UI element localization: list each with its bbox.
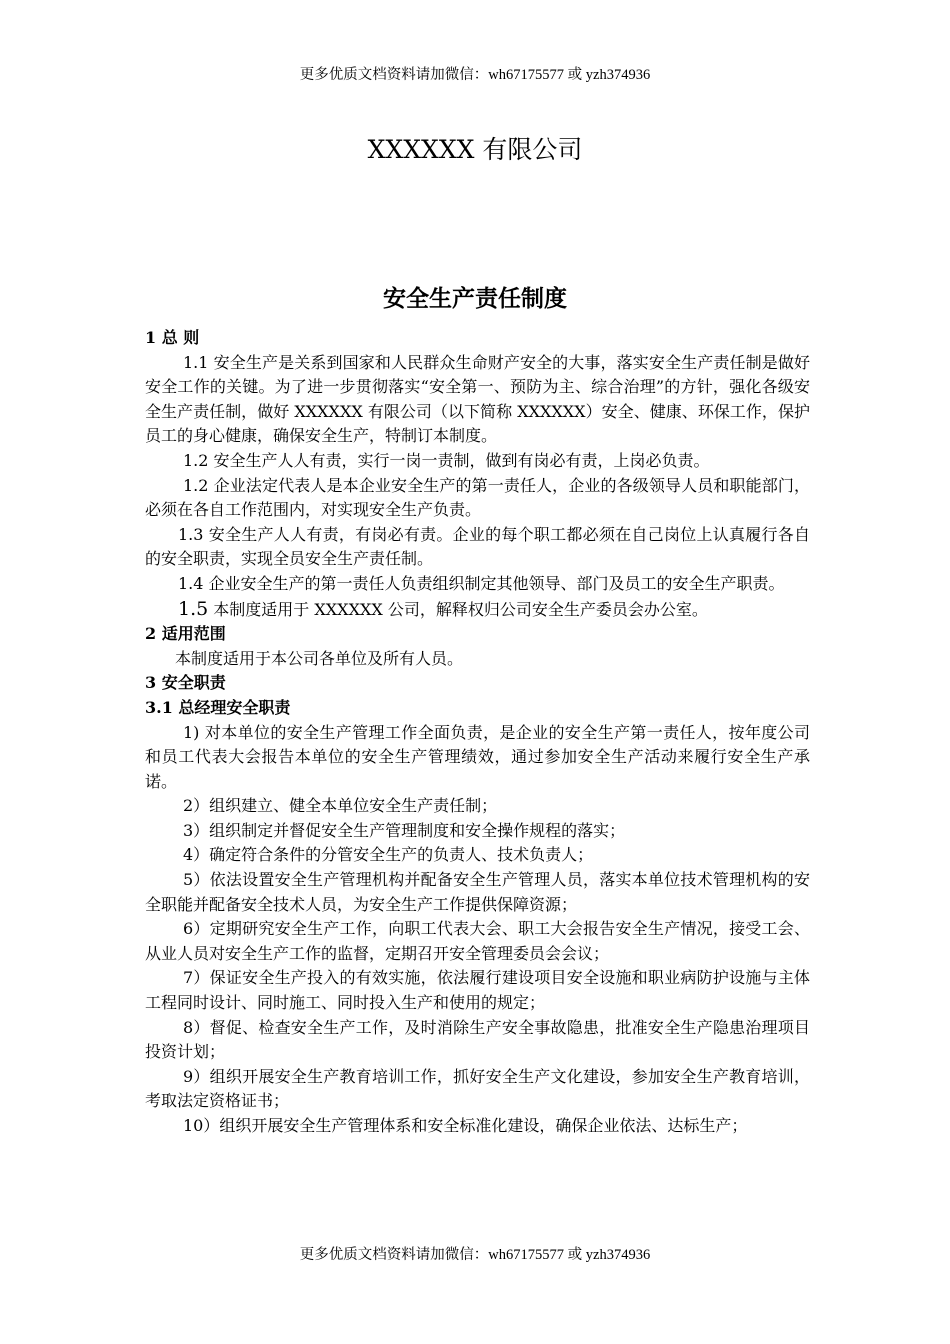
section-3-heading: 3 安全职责 bbox=[145, 673, 226, 693]
paragraph-1-5 bbox=[145, 597, 810, 623]
section-2-heading: 2 适用范围 bbox=[145, 624, 226, 644]
paragraph-1-3: 1.3 安全生产人人有责，有岗必有责。企业的每个职工都必须在自己岗位上认真履行各自的安全职责，实现全员安全生产责任制。 bbox=[145, 524, 810, 569]
paragraph-1-1: 1.1 安全生产是关系到国家和人民群众生命财产安全的大事，落实安全生产责任制是做好安全工作的关键。为了进一步贯彻落实“安全第一、预防为主、综合治理”的方针，强化各级安全生产责任制，做好 XXXXXX 有限公司（以下简称 XXXXXX）安全、健康、环保工作，保护员工的身心健康，确保安全生产，特制订本制度。 bbox=[145, 352, 810, 446]
list-item: 4）确定符合条件的分管安全生产的负责人、技术负责人； bbox=[183, 845, 594, 865]
subsection-3-1-heading: 3.1 总经理安全职责 bbox=[145, 697, 291, 717]
section-1-heading: 1 总 则 bbox=[145, 328, 200, 347]
paragraph-1-5-number: 1.5 bbox=[178, 597, 209, 620]
list-item: 9）组织开展安全生产教育培训工作，抓好安全生产文化建设，参加安全生产教育培训，考取法定资格证书； bbox=[145, 1066, 810, 1111]
paragraph-2-1: 本制度适用于本公司各单位及所有人员。 bbox=[175, 648, 464, 668]
list-item: 6）定期研究安全生产工作，向职工代表大会、职工大会报告安全生产情况，接受工会、从业人员对安全生产工作的监督，定期召开安全管理委员会会议； bbox=[145, 919, 810, 963]
paragraph-1-2: 1.2 安全生产人人有责，实行一岗一责制，做到有岗必有责，上岗必负责。 bbox=[183, 450, 710, 470]
header-note: 更多优质文档资料请加微信：wh67175577 或 yzh374936 bbox=[299, 67, 651, 83]
list-item: 8）督促、检查安全生产工作，及时消除生产安全事故隐患，批准安全生产隐患治理项目投资计划； bbox=[145, 1017, 810, 1062]
list-item: 10）组织开展安全生产管理体系和安全标准化建设，确保企业依法、达标生产； bbox=[183, 1116, 748, 1135]
paragraph-1-4: 1.4 企业安全生产的第一责任人负责组织制定其他领导、部门及员工的安全生产职责。 bbox=[178, 573, 785, 593]
document-body bbox=[145, 326, 810, 1139]
company-name: XXXXXX 有限公司 bbox=[367, 135, 583, 164]
paragraph-1-2b: 1.2 企业法定代表人是本企业安全生产的第一责任人，企业的各级领导人员和职能部门，必须在各自工作范围内，对实现安全生产负责。 bbox=[145, 475, 810, 520]
list-item: 3）组织制定并督促安全生产管理制度和安全操作规程的落实； bbox=[183, 820, 626, 840]
list-item: 7）保证安全生产投入的有效实施，依法履行建设项目安全设施和职业病防护设施与主体工程同时设计、同时施工、同时投入生产和使用的规定； bbox=[145, 968, 810, 1013]
footer-note: 更多优质文档资料请加微信：wh67175577 或 yzh374936 bbox=[299, 1247, 651, 1263]
paragraph-1-5-text: 本制度适用于 XXXXXX 公司，解释权归公司安全生产委员会办公室。 bbox=[208, 599, 708, 619]
list-item: 1) 对本单位的安全生产管理工作全面负责，是企业的安全生产第一责任人，按年度公司和员工代表大会报告本单位的安全生产管理绩效，通过参加安全生产活动来履行安全生产承诺。 bbox=[145, 722, 810, 791]
list-item: 2）组织建立、健全本单位安全生产责任制； bbox=[183, 796, 498, 816]
list-item: 5）依法设置安全生产管理机构并配备安全生产管理人员，落实本单位技术管理机构的安全职能并配备安全技术人员，为安全生产工作提供保障资源； bbox=[145, 870, 810, 914]
document-title: 安全生产责任制度 bbox=[383, 285, 567, 312]
